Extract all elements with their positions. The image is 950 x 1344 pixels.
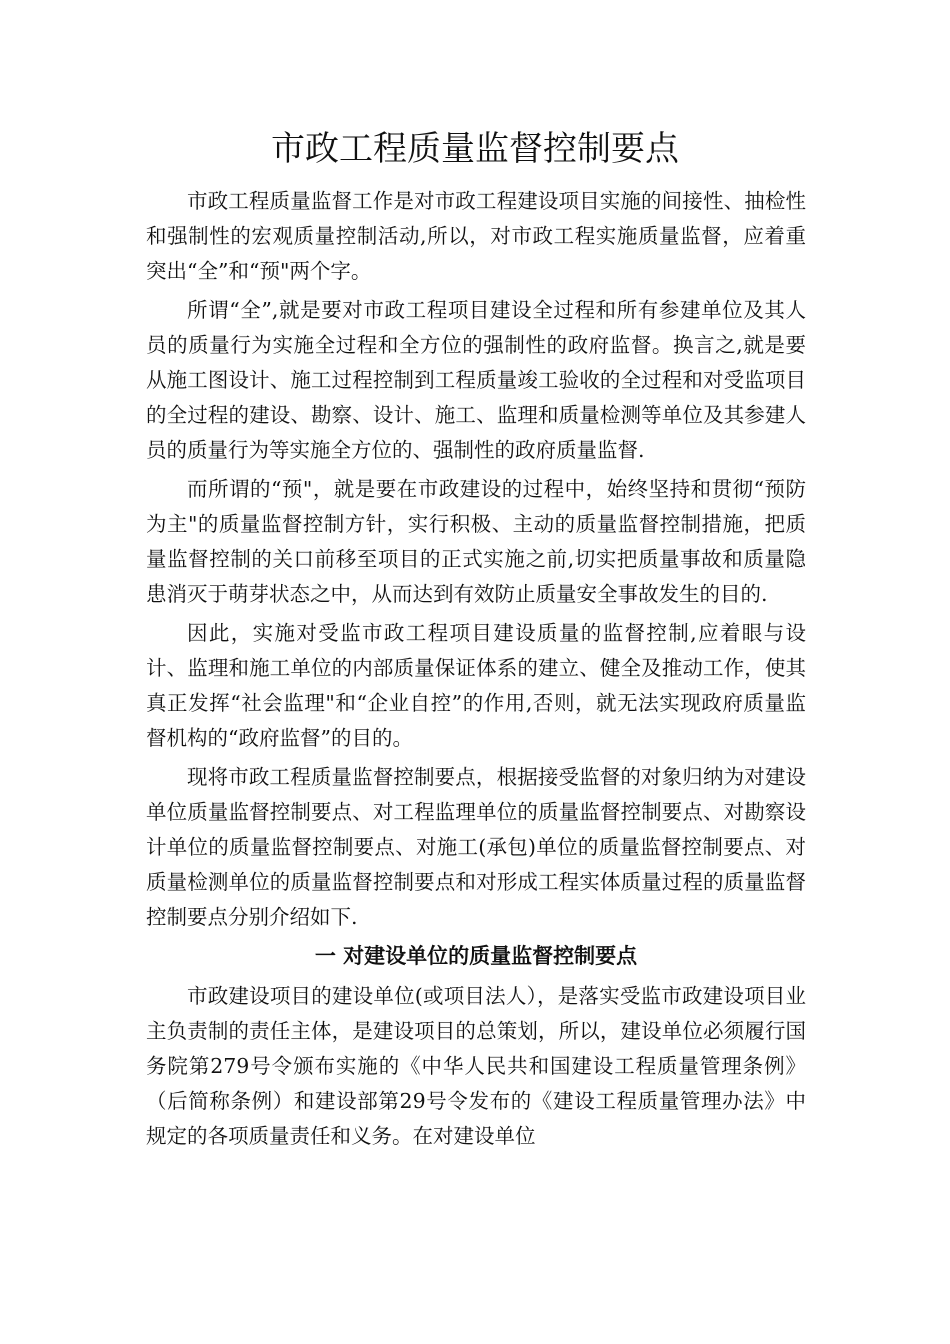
- paragraph-therefore: 因此，实施对受监市政工程项目建设质量的监督控制,应着眼与设计、监理和施工单位的内部质量保证体系的建立、健全及推动工作，使其真正发挥“社会监理"和“企业自控”的作用,否则，就无法实现政府质量监督机构的“政府监督”的目的。: [146, 621, 806, 750]
- paragraph-section-1: 市政建设项目的建设单位(或项目法人），是落实受监市政建设项目业主负责制的责任主体，是建设项目的总策划，所以，建设单位必须履行国务院第279号令颁布实施的《中华人民共和国建设工程质量管理条例》（后简称条例）和建设部第29号令发布的《建设工程质量管理办法》中规定的各项质量责任和义务。在对建设单位: [146, 984, 806, 1148]
- document-body: [146, 184, 806, 1158]
- section-heading: 一 对建设单位的质量监督控制要点: [314, 944, 638, 968]
- paragraph-yu: 而所谓的“预"，就是要在市政建设的过程中，始终坚持和贯彻“预防为主"的质量监督控制方针，实行积极、主动的质量监督控制措施，把质量监督控制的关口前移至项目的正式实施之前,切实把质量事故和质量隐患消灭于萌芽状态之中，从而达到有效防止质量安全事故发生的目的.: [146, 477, 806, 606]
- paragraph-quan: 所谓“全”,就是要对市政工程项目建设全过程和所有参建单位及其人员的质量行为实施全过程和全方位的强制性的政府监督。换言之,就是要从施工图设计、施工过程控制到工程质量竣工验收的全过程和对受监项目的全过程的建设、勘察、设计、施工、监理和质量检测等单位及其参建人员的质量行为等实施全方位的、强制性的政府质量监督.: [146, 298, 806, 462]
- document-title: 市政工程质量监督控制要点: [271, 129, 679, 169]
- paragraph-overview: 现将市政工程质量监督控制要点，根据接受监督的对象归纳为对建设单位质量监督控制要点、对工程监理单位的质量监督控制要点、对勘察设计单位的质量监督控制要点、对施工(承包)单位的质量监督控制要点、对质量检测单位的质量监督控制要点和对形成工程实体质量过程的质量监督控制要点分别介绍如下.: [146, 765, 806, 929]
- paragraph-intro: 市政工程质量监督工作是对市政工程建设项目实施的间接性、抽检性和强制性的宏观质量控制活动,所以，对市政工程实施质量监督，应着重突出“全”和“预"两个字。: [146, 189, 806, 283]
